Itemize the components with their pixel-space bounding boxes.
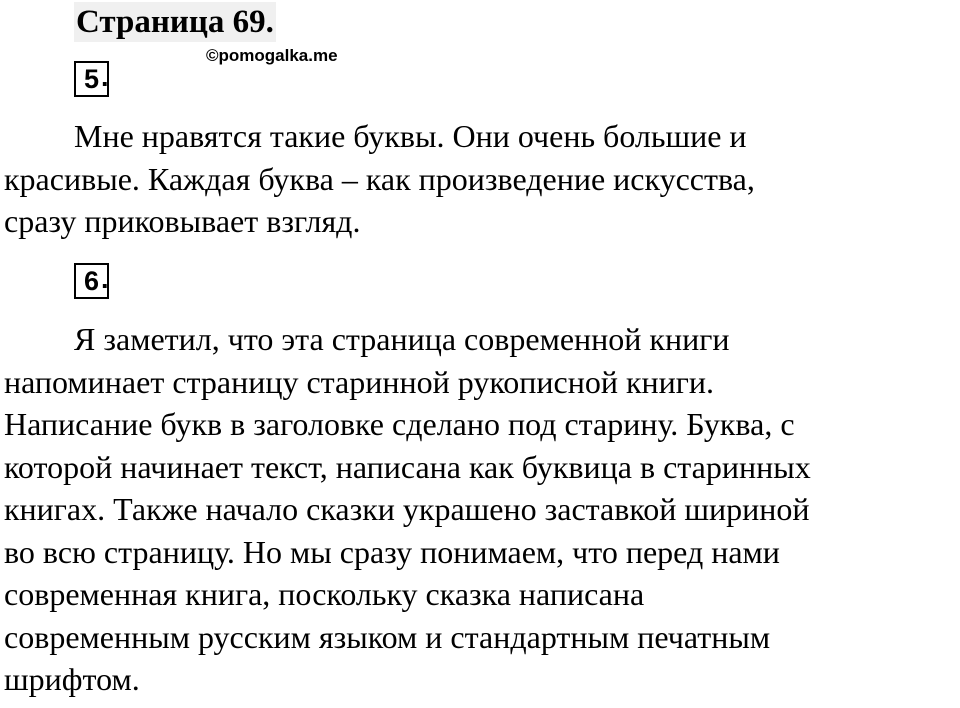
text-line: сразу приковывает взгляд. bbox=[4, 203, 361, 239]
text-line: Мне нравятся такие буквы. Они очень большие и bbox=[74, 118, 747, 154]
text-line: красивые. Каждая буква – как произведение искусства, bbox=[4, 160, 755, 197]
answer-paragraph-5 bbox=[4, 115, 956, 243]
text-line: которой начинает текст, написана как буквица в старинных bbox=[4, 448, 811, 485]
task-number-dot: . bbox=[101, 264, 109, 294]
text-line: Написание букв в заголовке сделано под старину. Буква, с bbox=[4, 406, 795, 442]
task-number-6 bbox=[74, 263, 109, 299]
text-line: книгах. Также начало сказки украшено заставкой шириной bbox=[4, 491, 810, 527]
text-line: современным русским языком и стандартным печатным bbox=[4, 618, 771, 655]
task-number-box: 6 bbox=[74, 263, 109, 299]
text-line: во всю страницу. Но мы сразу понимаем, что перед нами bbox=[4, 533, 780, 570]
task-number-5 bbox=[74, 61, 109, 97]
text-line: шрифтом. bbox=[4, 661, 140, 697]
task-number-box: 5 bbox=[74, 61, 109, 97]
page-title: Страница 69. bbox=[76, 4, 274, 40]
watermark: ©pomogalka.me bbox=[206, 46, 338, 65]
task-number-dot: . bbox=[101, 62, 109, 92]
text-line: напоминает страницу старинной рукописной книги. bbox=[4, 363, 714, 400]
text-line: Я заметил, что эта страница современной книги bbox=[74, 321, 730, 357]
answer-paragraph-6 bbox=[4, 318, 956, 701]
text-line: современная книга, поскольку сказка написана bbox=[4, 576, 645, 612]
